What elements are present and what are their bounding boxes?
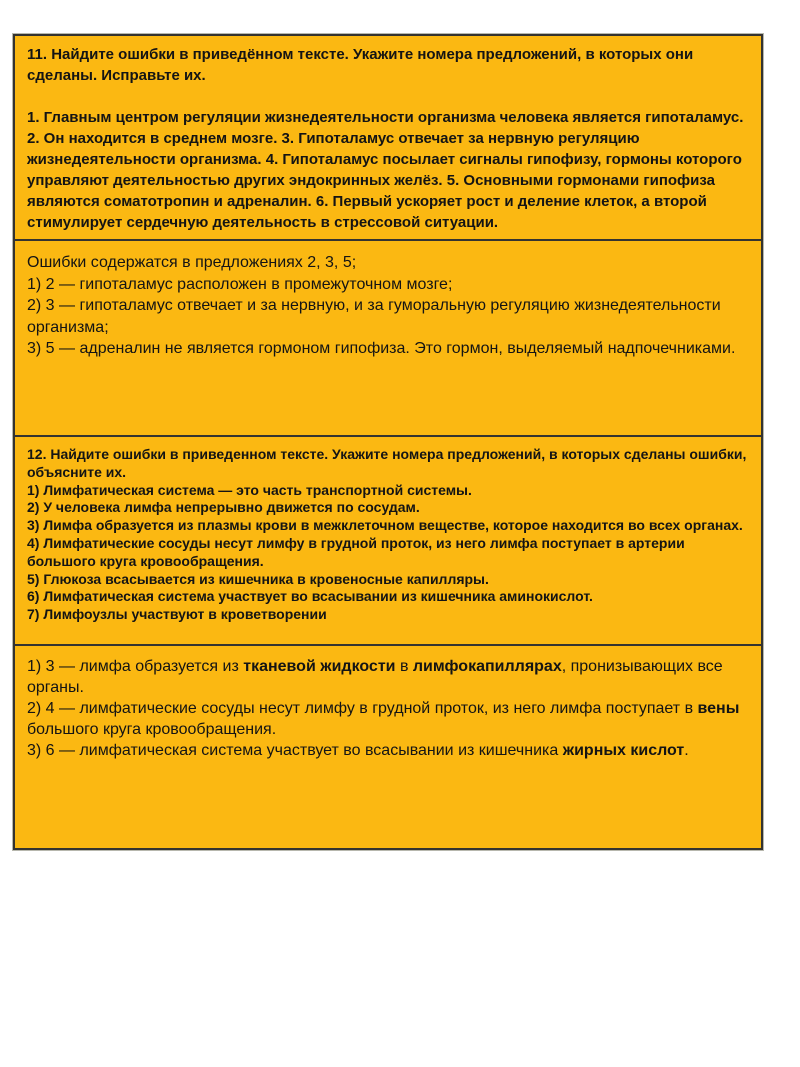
question-11-cell [15, 36, 761, 241]
worksheet-table [13, 34, 763, 850]
text-line: 1) Лимфатическая система — это часть транспортной системы. [27, 481, 472, 498]
text-line: 1) 2 — гипоталамус расположен в промежуточном мозге; [27, 275, 453, 293]
text-line: 5) Глюкоза всасывается из кишечника в кровеносные капилляры. [27, 570, 489, 587]
text-line: 4) Лимфатические сосуды несут лимфу в грудной проток, из него лимфа поступает в артерии большого круга кровообращения. [27, 534, 685, 569]
text-line: 2) У человека лимфа непрерывно движется по сосудам. [27, 499, 420, 516]
text-line: 1) 3 — лимфа образуется из тканевой жидкости в лимфокапиллярах, пронизывающих все органы. [27, 658, 723, 696]
answer-11-cell [15, 241, 761, 437]
text-line: 7) Лимфоузлы участвуют в кроветворении [27, 606, 327, 623]
question-11-prompt: 11. Найдите ошибки в приведённом тексте. Укажите номера предложений, в которых они сделаны. Исправьте их. [27, 46, 694, 84]
answer-12-cell [15, 646, 761, 848]
text-line: 3) 6 — лимфатическая система участвует во всасывании из кишечника жирных кислот. [27, 742, 689, 759]
question-12-cell [15, 437, 761, 646]
text-line: 3) Лимфа образуется из плазмы крови в межклеточном веществе, которое находится во всех органах. [27, 517, 743, 534]
question-11-text: 1. Главным центром регуляции жизнедеятельности организма человека является гипоталамус. 2. Он находится в среднем мозге. 3. Гипоталамус отвечает за нервную регуляцию жизнедеятельности организма. 4. Гипоталамус посылает сигналы гипофизу, гормоны которого управляют деятельностью других эндокринных желёз. 5. Основными гормонами гипофиза являются соматотропин и адреналин. 6. Первый ускоряет рост и деление клеток, а второй стимулирует сердечную деятельность в стрессовой ситуации. [27, 109, 744, 231]
text-line: Ошибки содержатся в предложениях 2, 3, 5; [27, 254, 357, 271]
text-line: 12. Найдите ошибки в приведенном тексте. Укажите номера предложений, в которых сделаны ошибки, объясните их. [27, 446, 747, 480]
text-line: 3) 5 — адреналин не является гормоном гипофиза. Это гормон, выделяемый надпочечниками. [27, 340, 736, 357]
text-line: 2) 3 — гипоталамус отвечает и за нервную, и за гуморальную регуляцию жизнедеятельности организма; [27, 297, 721, 336]
text-line: 2) 4 — лимфатические сосуды несут лимфу в грудной проток, из него лимфа поступает в вены большого круга кровообращения. [27, 700, 740, 738]
text-line: 6) Лимфатическая система участвует во всасывании из кишечника аминокислот. [27, 588, 593, 605]
